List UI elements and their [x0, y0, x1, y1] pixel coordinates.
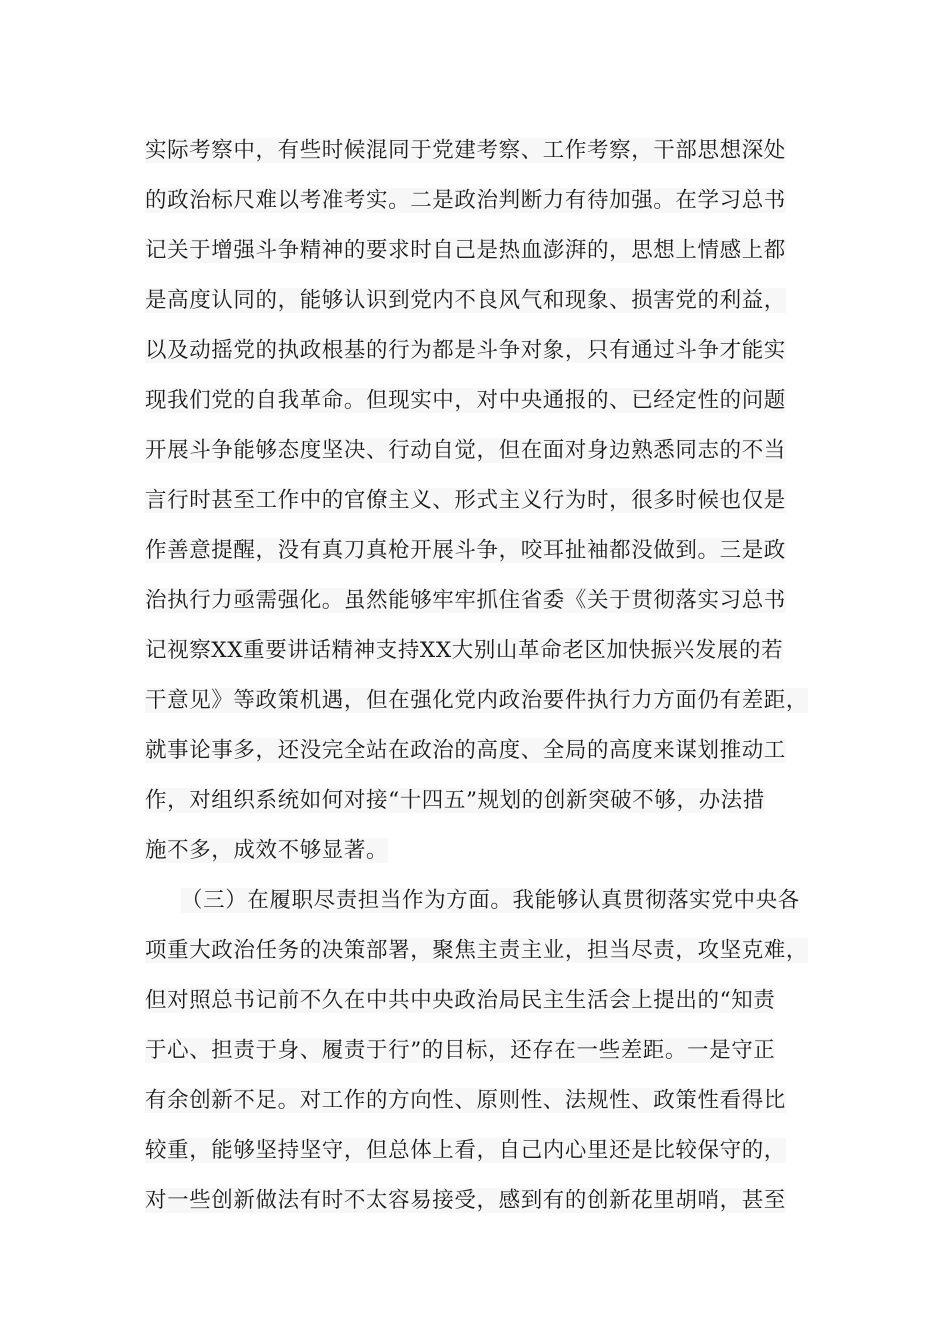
line-text: 的政治标尺难以考准考实。二是政治判断力有待加强。在学习总书	[145, 188, 786, 213]
line-text: 是高度认同的，能够认识到党内不良风气和现象、损害党的利益，	[145, 288, 786, 313]
line-text: 开展斗争能够态度坚决、行动自觉，但在面对身边熟悉同志的不当	[145, 438, 786, 463]
text-line	[145, 1176, 825, 1226]
line-text: 就事论事多，还没完全站在政治的高度、全局的高度来谋划推动工	[145, 738, 786, 763]
line-text: 作善意提醒，没有真刀真枪开展斗争，咬耳扯袖都没做到。三是政	[145, 538, 786, 563]
text-line	[145, 976, 825, 1026]
text-line	[145, 726, 825, 776]
line-text: 施不多，成效不够显著。	[145, 838, 389, 863]
line-text: 项重大政治任务的决策部署，聚焦主责主业，担当尽责，攻坚克难，	[145, 938, 809, 963]
line-text: 但对照总书记前不久在中共中央政治局民主生活会上提出的“知责	[145, 988, 776, 1013]
line-text: 言行时甚至工作中的官僚主义、形式主义行为时，很多时候也仅是	[145, 488, 786, 513]
text-line	[145, 476, 825, 526]
text-line	[145, 1026, 825, 1076]
line-text: 作，对组织系统如何对接“十四五”规划的创新突破不够，办法措	[145, 788, 765, 813]
text-line	[145, 426, 825, 476]
text-line	[145, 626, 825, 676]
line-text: 记关于增强斗争精神的要求时自己是热血澎湃的，思想上情感上都	[145, 238, 786, 263]
line-text: 对一些创新做法有时不太容易接受，感到有的创新花里胡哨，甚至	[145, 1188, 786, 1213]
text-line	[145, 826, 825, 876]
body-text	[145, 126, 825, 1226]
line-text: 记视察XX重要讲话精神支持XX大别山革命老区加快振兴发展的若	[145, 638, 784, 663]
text-line	[145, 326, 825, 376]
line-text: 干意见》等政策机遇，但在强化党内政治要件执行力方面仍有差距，	[145, 688, 809, 713]
line-text: 以及动摇党的执政根基的行为都是斗争对象，只有通过斗争才能实	[145, 338, 786, 363]
text-line	[145, 226, 825, 276]
text-line	[145, 176, 825, 226]
text-line	[145, 1076, 825, 1126]
line-text: 现我们党的自我革命。但现实中，对中央通报的、已经定性的问题	[145, 388, 786, 413]
text-line	[145, 126, 825, 176]
text-line	[145, 926, 825, 976]
line-text: 于心、担责于身、履责于行”的目标，还存在一些差距。一是守正	[145, 1038, 776, 1063]
line-text: 有余创新不足。对工作的方向性、原则性、法规性、政策性看得比	[145, 1088, 786, 1113]
text-line	[145, 376, 825, 426]
line-text: （三）在履职尽责担当作为方面。我能够认真贯彻落实党中央各	[181, 888, 800, 913]
text-line	[145, 776, 825, 826]
text-line	[145, 1126, 825, 1176]
text-line	[145, 576, 825, 626]
line-text: 较重，能够坚持坚守，但总体上看，自己内心里还是比较保守的，	[145, 1138, 786, 1163]
text-line	[145, 676, 825, 726]
line-text: 治执行力亟需强化。虽然能够牢牢抓住省委《关于贯彻落实习总书	[145, 588, 786, 613]
line-text: 实际考察中，有些时候混同于党建考察、工作考察，干部思想深处	[145, 138, 786, 163]
paragraph-heading-line	[145, 876, 825, 926]
text-line	[145, 526, 825, 576]
text-line	[145, 276, 825, 326]
